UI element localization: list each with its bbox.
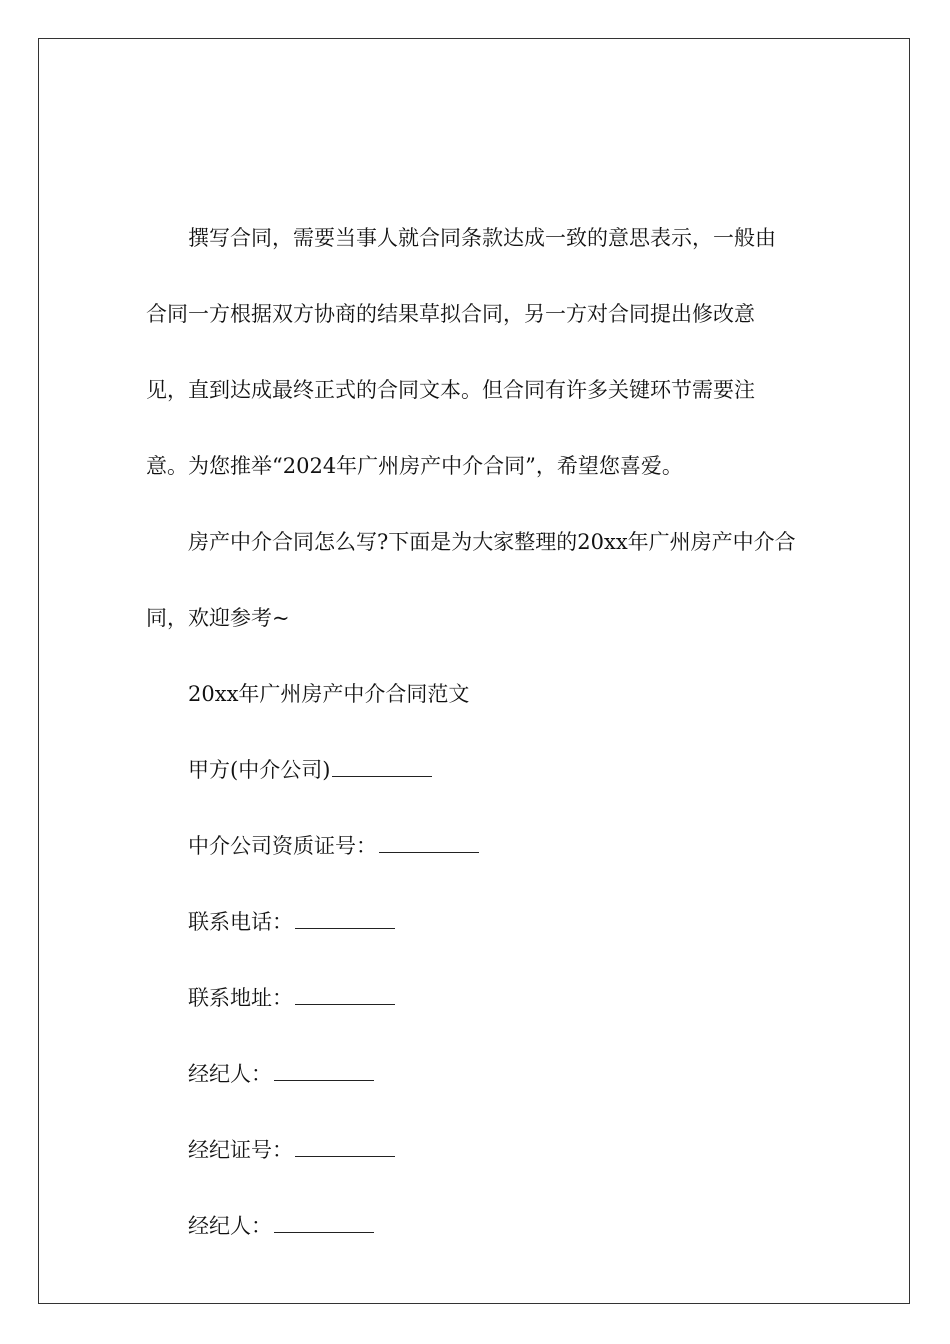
field-label: 中介公司资质证号：	[188, 834, 377, 858]
sample-title: 20xx年广州房产中介合同范文	[188, 682, 470, 706]
fill-blank	[274, 1212, 374, 1233]
document-body	[146, 200, 796, 1264]
fill-blank	[274, 1060, 374, 1081]
field-label: 经纪人：	[188, 1214, 272, 1238]
field-party-a	[146, 732, 796, 808]
fill-blank	[295, 984, 395, 1005]
fill-blank	[295, 1136, 395, 1157]
fill-blank	[332, 756, 432, 777]
field-phone	[146, 884, 796, 960]
second-paragraph: 房产中介合同怎么写?下面是为大家整理的20xx年广州房产中介合同，欢迎参考~	[146, 530, 796, 630]
field-address	[146, 960, 796, 1036]
fill-blank	[295, 908, 395, 929]
field-label: 联系地址：	[188, 986, 293, 1010]
field-license-number	[146, 808, 796, 884]
field-agent-2	[146, 1188, 796, 1264]
field-label: 联系电话：	[188, 910, 293, 934]
field-agent-cert	[146, 1112, 796, 1188]
intro-paragraph: 撰写合同，需要当事人就合同条款达成一致的意思表示，一般由合同一方根据双方协商的结果草拟合同，另一方对合同提出修改意见，直到达成最终正式的合同文本。但合同有许多关键环节需要注意。为您推举“2024年广州房产中介合同”，希望您喜爱。	[146, 226, 776, 478]
field-label: 甲方(中介公司)	[188, 758, 331, 782]
field-label: 经纪证号：	[188, 1138, 293, 1162]
fill-blank	[379, 832, 479, 853]
field-label: 经纪人：	[188, 1062, 272, 1086]
field-agent	[146, 1036, 796, 1112]
